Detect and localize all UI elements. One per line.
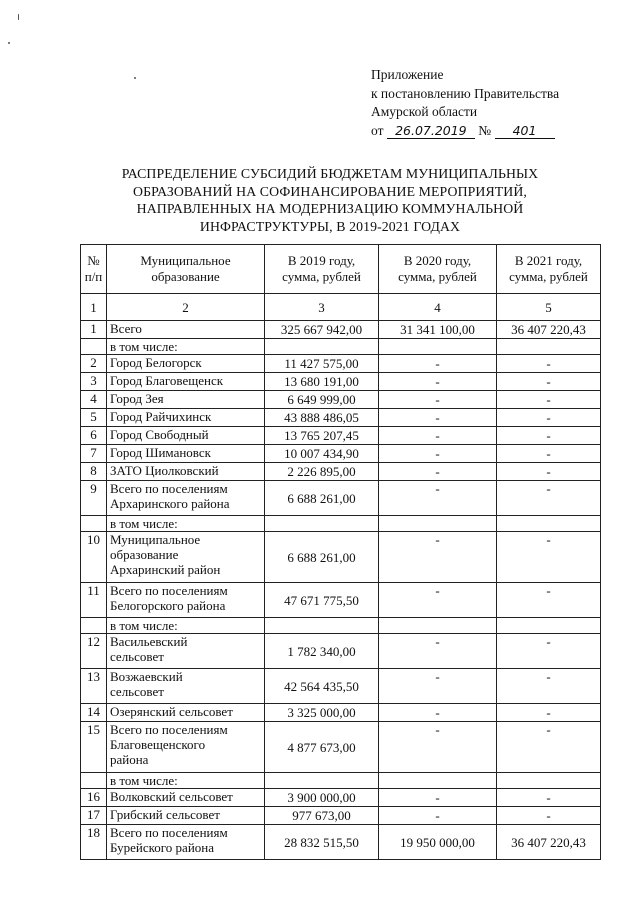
- row-number-cell: [81, 618, 107, 634]
- amount-2021-cell: -: [497, 704, 601, 722]
- row-number-cell: 3: [81, 373, 107, 391]
- table-row: [81, 704, 601, 722]
- title-line-4: ИНФРАСТРУКТУРЫ, В 2019-2021 ГОДАХ: [199, 218, 461, 234]
- municipality-name-line: Всего по поселениям: [110, 481, 228, 496]
- table-row: [81, 773, 601, 789]
- table-row: [81, 445, 601, 463]
- municipality-name-line: Город Райчихинск: [110, 409, 212, 424]
- table-row: [81, 634, 601, 669]
- amount-2020-cell: -: [379, 463, 497, 481]
- column-index-cell: 4: [379, 294, 497, 321]
- amount-2021-cell: [497, 618, 601, 634]
- column-index-cell: 5: [497, 294, 601, 321]
- amount-2020-cell: -: [379, 789, 497, 807]
- amount-2021-cell: -: [497, 409, 601, 427]
- table-row: [81, 409, 601, 427]
- amount-2020-cell: -: [379, 532, 497, 583]
- amount-2021-cell: -: [497, 583, 601, 618]
- amount-2019-cell: 6 688 261,00: [265, 481, 379, 516]
- header-2020-line-1: В 2020 году,: [403, 253, 472, 268]
- amount-2021-cell: -: [497, 634, 601, 669]
- amount-2020-cell: -: [379, 669, 497, 704]
- amount-2019-cell: 47 671 775,50: [265, 583, 379, 618]
- handwritten-date: 26.07.2019: [387, 124, 475, 139]
- header-2021-line-1: В 2021 году,: [514, 253, 583, 268]
- amount-2020-cell: -: [379, 481, 497, 516]
- appendix-block: [371, 66, 559, 140]
- table-row: [81, 481, 601, 516]
- municipality-name-line: Всего: [110, 321, 142, 336]
- header-num-line-2: п/п: [84, 269, 103, 284]
- amount-2020-cell: 19 950 000,00: [379, 825, 497, 860]
- municipality-name-line: Волковский сельсовет: [110, 789, 233, 804]
- row-number-cell: 4: [81, 391, 107, 409]
- column-index-cell: 1: [81, 294, 107, 321]
- amount-2020-cell: -: [379, 391, 497, 409]
- amount-2021-cell: -: [497, 532, 601, 583]
- header-2020-line-2: сумма, рублей: [398, 269, 477, 284]
- amount-2019-cell: 11 427 575,00: [265, 355, 379, 373]
- header-2020: [379, 245, 497, 294]
- header-2019-line-1: В 2019 году,: [287, 253, 356, 268]
- municipality-cell: [107, 807, 265, 825]
- subheading-cell: [107, 516, 265, 532]
- amount-2021-cell: -: [497, 722, 601, 773]
- municipality-name-line: Возжаевский: [110, 669, 183, 684]
- table-row: [81, 825, 601, 860]
- municipality-name-line: Муниципальное: [110, 532, 201, 547]
- subheading-cell: [107, 618, 265, 634]
- row-number-cell: 10: [81, 532, 107, 583]
- row-number-cell: [81, 516, 107, 532]
- municipality-name-line: образование: [110, 547, 179, 562]
- municipality-cell: [107, 634, 265, 669]
- header-num: [81, 245, 107, 294]
- amount-2020-cell: -: [379, 373, 497, 391]
- table-row: [81, 532, 601, 583]
- municipality-name-line: Город Белогорск: [110, 355, 202, 370]
- municipality-cell: [107, 481, 265, 516]
- amount-2019-cell: 42 564 435,50: [265, 669, 379, 704]
- subheading-cell: [107, 773, 265, 789]
- municipality-name-line: Город Свободный: [110, 427, 209, 442]
- amount-2019-cell: 977 673,00: [265, 807, 379, 825]
- header-2019-line-2: сумма, рублей: [282, 269, 361, 284]
- document-title: [90, 165, 570, 235]
- amount-2020-cell: [379, 339, 497, 355]
- municipality-name-line: Город Зея: [110, 391, 164, 406]
- amount-2021-cell: -: [497, 391, 601, 409]
- municipality-cell: [107, 373, 265, 391]
- amount-2020-cell: -: [379, 409, 497, 427]
- amount-2020-cell: -: [379, 807, 497, 825]
- municipality-name-line: Всего по поселениям: [110, 825, 228, 840]
- amount-2021-cell: -: [497, 427, 601, 445]
- header-mun-line-2: образование: [151, 269, 220, 284]
- amount-2019-cell: [265, 339, 379, 355]
- amount-2021-cell: 36 407 220,43: [497, 321, 601, 339]
- municipality-cell: [107, 427, 265, 445]
- amount-2021-cell: [497, 339, 601, 355]
- amount-2019-cell: 2 226 895,00: [265, 463, 379, 481]
- municipality-name-line: ЗАТО Циолковский: [110, 463, 219, 478]
- table-row: [81, 516, 601, 532]
- municipality-cell: [107, 355, 265, 373]
- appendix-line-2: к постановлению Правительства: [371, 85, 560, 101]
- municipality-name-line: сельсовет: [110, 684, 164, 699]
- row-number-cell: 15: [81, 722, 107, 773]
- amount-2021-cell: -: [497, 807, 601, 825]
- table-row: [81, 373, 601, 391]
- amount-2019-cell: 3 900 000,00: [265, 789, 379, 807]
- appendix-line-1: Приложение: [371, 67, 444, 82]
- table-row: [81, 722, 601, 773]
- header-row: [81, 245, 601, 294]
- row-number-cell: 18: [81, 825, 107, 860]
- municipality-name-line: Город Благовещенск: [110, 373, 224, 388]
- municipality-name-line: в том числе:: [110, 618, 178, 633]
- amount-2021-cell: -: [497, 789, 601, 807]
- amount-2020-cell: -: [379, 583, 497, 618]
- municipality-name-line: в том числе:: [110, 773, 178, 788]
- municipality-name-line: Бурейского района: [110, 840, 215, 855]
- scan-speck: [8, 42, 10, 44]
- amount-2021-cell: -: [497, 355, 601, 373]
- amount-2019-cell: 10 007 434,90: [265, 445, 379, 463]
- header-mun-line-1: Муниципальное: [140, 253, 231, 268]
- municipality-cell: [107, 669, 265, 704]
- subheading-cell: [107, 339, 265, 355]
- municipality-cell: [107, 445, 265, 463]
- municipality-name-line: в том числе:: [110, 339, 178, 354]
- amount-2021-cell: -: [497, 463, 601, 481]
- amount-2021-cell: [497, 773, 601, 789]
- municipality-cell: [107, 722, 265, 773]
- municipality-cell: [107, 532, 265, 583]
- amount-2019-cell: [265, 618, 379, 634]
- amount-2020-cell: [379, 773, 497, 789]
- row-number-cell: 12: [81, 634, 107, 669]
- amount-2020-cell: -: [379, 722, 497, 773]
- table-row: [81, 339, 601, 355]
- row-number-cell: 6: [81, 427, 107, 445]
- table-row: [81, 669, 601, 704]
- amount-2019-cell: 3 325 000,00: [265, 704, 379, 722]
- municipality-name-line: Белогорского района: [110, 598, 226, 613]
- amount-2019-cell: 1 782 340,00: [265, 634, 379, 669]
- scan-speck: [18, 14, 19, 20]
- row-number-cell: 11: [81, 583, 107, 618]
- municipality-name-line: Всего по поселениям: [110, 722, 228, 737]
- amount-2020-cell: -: [379, 445, 497, 463]
- amount-2020-cell: -: [379, 355, 497, 373]
- amount-2021-cell: 36 407 220,43: [497, 825, 601, 860]
- municipality-cell: [107, 321, 265, 339]
- municipality-cell: [107, 825, 265, 860]
- row-number-cell: 5: [81, 409, 107, 427]
- subsidy-table: [80, 244, 601, 860]
- column-index-row: [81, 294, 601, 321]
- municipality-cell: [107, 704, 265, 722]
- amount-2020-cell: [379, 618, 497, 634]
- municipality-name-line: сельсовет: [110, 649, 164, 664]
- municipality-cell: [107, 409, 265, 427]
- amount-2019-cell: 13 680 191,00: [265, 373, 379, 391]
- table-row: [81, 807, 601, 825]
- row-number-cell: [81, 773, 107, 789]
- amount-2020-cell: 31 341 100,00: [379, 321, 497, 339]
- municipality-name-line: Архаринского района: [110, 496, 230, 511]
- table-row: [81, 321, 601, 339]
- title-line-3: НАПРАВЛЕННЫХ НА МОДЕРНИЗАЦИЮ КОММУНАЛЬНОЙ: [136, 201, 524, 216]
- header-2019: [265, 245, 379, 294]
- amount-2019-cell: 6 649 999,00: [265, 391, 379, 409]
- amount-2021-cell: -: [497, 481, 601, 516]
- table-row: [81, 789, 601, 807]
- row-number-cell: 13: [81, 669, 107, 704]
- municipality-name-line: Благовещенского: [110, 737, 206, 752]
- amount-2021-cell: -: [497, 669, 601, 704]
- header-2021-line-2: сумма, рублей: [509, 269, 588, 284]
- municipality-name-line: Васильевский: [110, 634, 188, 649]
- amount-2021-cell: -: [497, 373, 601, 391]
- amount-2019-cell: 325 667 942,00: [265, 321, 379, 339]
- municipality-name-line: района: [110, 752, 149, 767]
- amount-2019-cell: [265, 773, 379, 789]
- amount-2019-cell: 43 888 486,05: [265, 409, 379, 427]
- appendix-line-3: Амурской области: [371, 104, 478, 119]
- municipality-name-line: Всего по поселениям: [110, 583, 228, 598]
- column-index-cell: 2: [107, 294, 265, 321]
- table-row: [81, 355, 601, 373]
- table-row: [81, 391, 601, 409]
- municipality-name-line: Грибский сельсовет: [110, 807, 220, 822]
- table-row: [81, 463, 601, 481]
- scan-speck: [134, 77, 136, 79]
- amount-2019-cell: 13 765 207,45: [265, 427, 379, 445]
- amount-2019-cell: 28 832 515,50: [265, 825, 379, 860]
- amount-2021-cell: -: [497, 445, 601, 463]
- amount-2020-cell: [379, 516, 497, 532]
- municipality-cell: [107, 463, 265, 481]
- from-label: от: [371, 122, 384, 138]
- table-row: [81, 618, 601, 634]
- amount-2019-cell: [265, 516, 379, 532]
- municipality-cell: [107, 789, 265, 807]
- row-number-cell: 7: [81, 445, 107, 463]
- header-municipality: [107, 245, 265, 294]
- amount-2019-cell: 6 688 261,00: [265, 532, 379, 583]
- amount-2020-cell: -: [379, 427, 497, 445]
- title-line-1: РАСПРЕДЕЛЕНИЕ СУБСИДИЙ БЮДЖЕТАМ МУНИЦИПАЛЬНЫХ: [121, 166, 539, 181]
- row-number-cell: 1: [81, 321, 107, 339]
- municipality-name-line: Город Шимановск: [110, 445, 211, 460]
- title-line-2: ОБРАЗОВАНИЙ НА СОФИНАНСИРОВАНИЕ МЕРОПРИЯТИЙ,: [133, 183, 527, 199]
- amount-2020-cell: -: [379, 704, 497, 722]
- row-number-cell: 2: [81, 355, 107, 373]
- row-number-cell: 17: [81, 807, 107, 825]
- municipality-name-line: Озерянский сельсовет: [110, 704, 233, 719]
- column-index-cell: 3: [265, 294, 379, 321]
- municipality-cell: [107, 583, 265, 618]
- header-2021: [497, 245, 601, 294]
- header-num-line-1: №: [87, 253, 100, 268]
- row-number-cell: [81, 339, 107, 355]
- table-row: [81, 583, 601, 618]
- municipality-name-line: в том числе:: [110, 516, 178, 531]
- amount-2019-cell: 4 877 673,00: [265, 722, 379, 773]
- amount-2021-cell: [497, 516, 601, 532]
- row-number-cell: 8: [81, 463, 107, 481]
- number-label: №: [478, 122, 492, 138]
- municipality-name-line: Архаринский район: [110, 562, 221, 577]
- row-number-cell: 9: [81, 481, 107, 516]
- table-row: [81, 427, 601, 445]
- amount-2020-cell: -: [379, 634, 497, 669]
- row-number-cell: 16: [81, 789, 107, 807]
- handwritten-number: 401: [495, 124, 555, 139]
- appendix-date-line: [371, 122, 559, 141]
- row-number-cell: 14: [81, 704, 107, 722]
- municipality-cell: [107, 391, 265, 409]
